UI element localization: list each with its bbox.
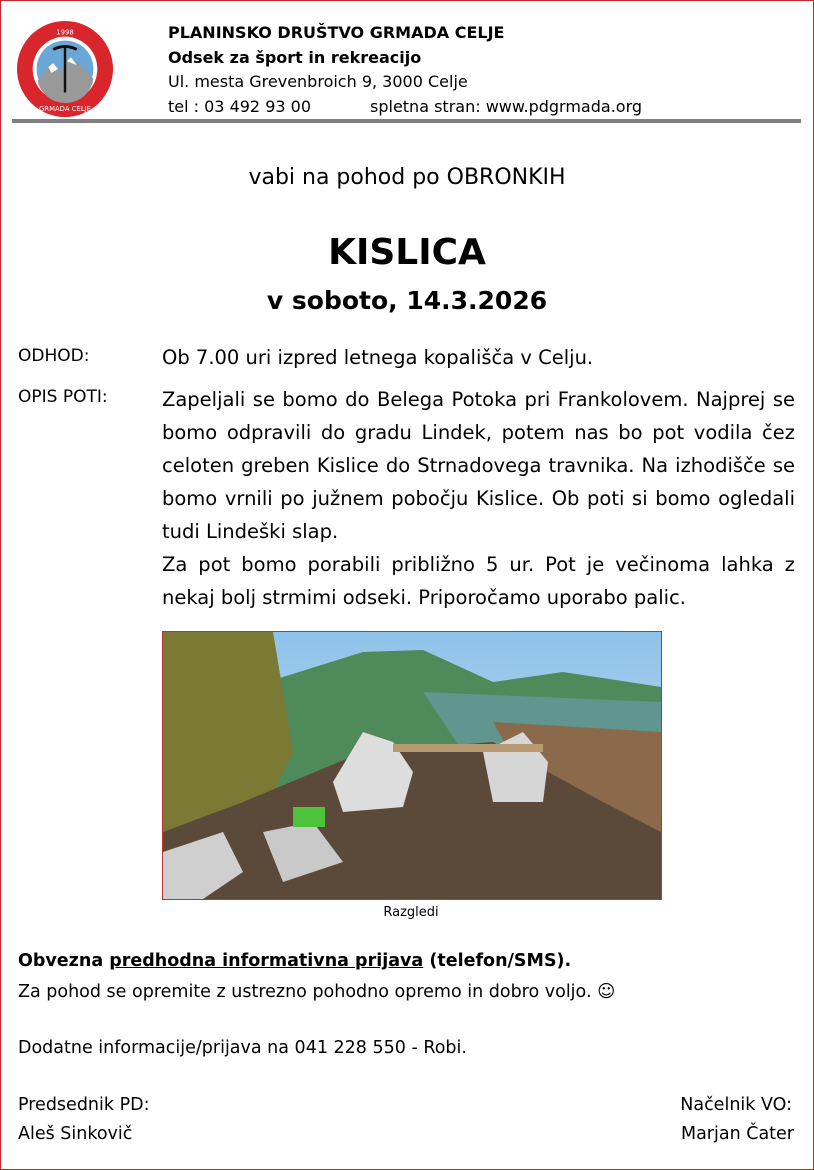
notice-underlined: predhodna informativna prijava bbox=[109, 951, 424, 971]
notice-text-1: Obvezna bbox=[18, 951, 110, 971]
leader-role: Načelnik VO: bbox=[680, 1095, 792, 1115]
president-name: Aleš Sinkovič bbox=[18, 1124, 133, 1144]
hike-date: v soboto, 14.3.2026 bbox=[266, 286, 548, 315]
org-website[interactable]: spletna stran: www.pdgrmada.org bbox=[370, 97, 643, 116]
president-role: Predsednik PD: bbox=[18, 1095, 150, 1115]
org-address: Ul. mesta Grevenbroich 9, 3000 Celje bbox=[168, 72, 468, 91]
club-logo bbox=[16, 20, 114, 118]
departure-label: ODHOD: bbox=[18, 346, 90, 366]
org-phone: tel : 03 492 93 00 bbox=[168, 97, 311, 116]
leader-name: Marjan Čater bbox=[680, 1124, 794, 1144]
departure-text: Ob 7.00 uri izpred letnega kopališča v Celju. bbox=[162, 346, 594, 369]
route-paragraph-1: Zapeljali se bomo do Belega Potoka pri Frankolovem. Najprej se bomo odpravili do gradu Lindek, potem nas bo pot vodila čez celoten greben Kislice do Strnadovega travnika. Na izhodišče se bomo vrnili po južnem pobočju Kislice. Ob poti si bomo ogledali tudi Lindeški slap. bbox=[162, 388, 795, 543]
registration-notice bbox=[18, 951, 571, 971]
notice-text-2: (telefon/SMS). bbox=[423, 951, 572, 971]
photo-caption: Razgledi bbox=[383, 905, 439, 920]
org-name: PLANINSKO DRUŠTVO GRMADA CELJE bbox=[168, 23, 505, 42]
route-label: OPIS POTI: bbox=[18, 387, 108, 407]
landscape-photo bbox=[162, 631, 662, 900]
route-paragraph-2: Za pot bomo porabili približno 5 ur. Pot je večinoma lahka z nekaj bolj strmimi odseki. Priporočamo uporabo palic. bbox=[162, 553, 795, 609]
svg-text:1998: 1998 bbox=[56, 28, 74, 37]
header-divider bbox=[12, 119, 801, 123]
svg-text:GRMADA CELJE: GRMADA CELJE bbox=[38, 105, 92, 114]
invite-line: vabi na pohod po OBRONKIH bbox=[248, 165, 566, 190]
contact-info: Dodatne informacije/prijava na 041 228 550 - Robi. bbox=[18, 1038, 467, 1058]
equipment-note: Za pohod se opremite z ustrezno pohodno opremo in dobro voljo. ☺ bbox=[18, 982, 616, 1002]
hike-title: KISLICA bbox=[328, 232, 486, 273]
org-section: Odsek za šport in rekreacijo bbox=[168, 48, 422, 67]
